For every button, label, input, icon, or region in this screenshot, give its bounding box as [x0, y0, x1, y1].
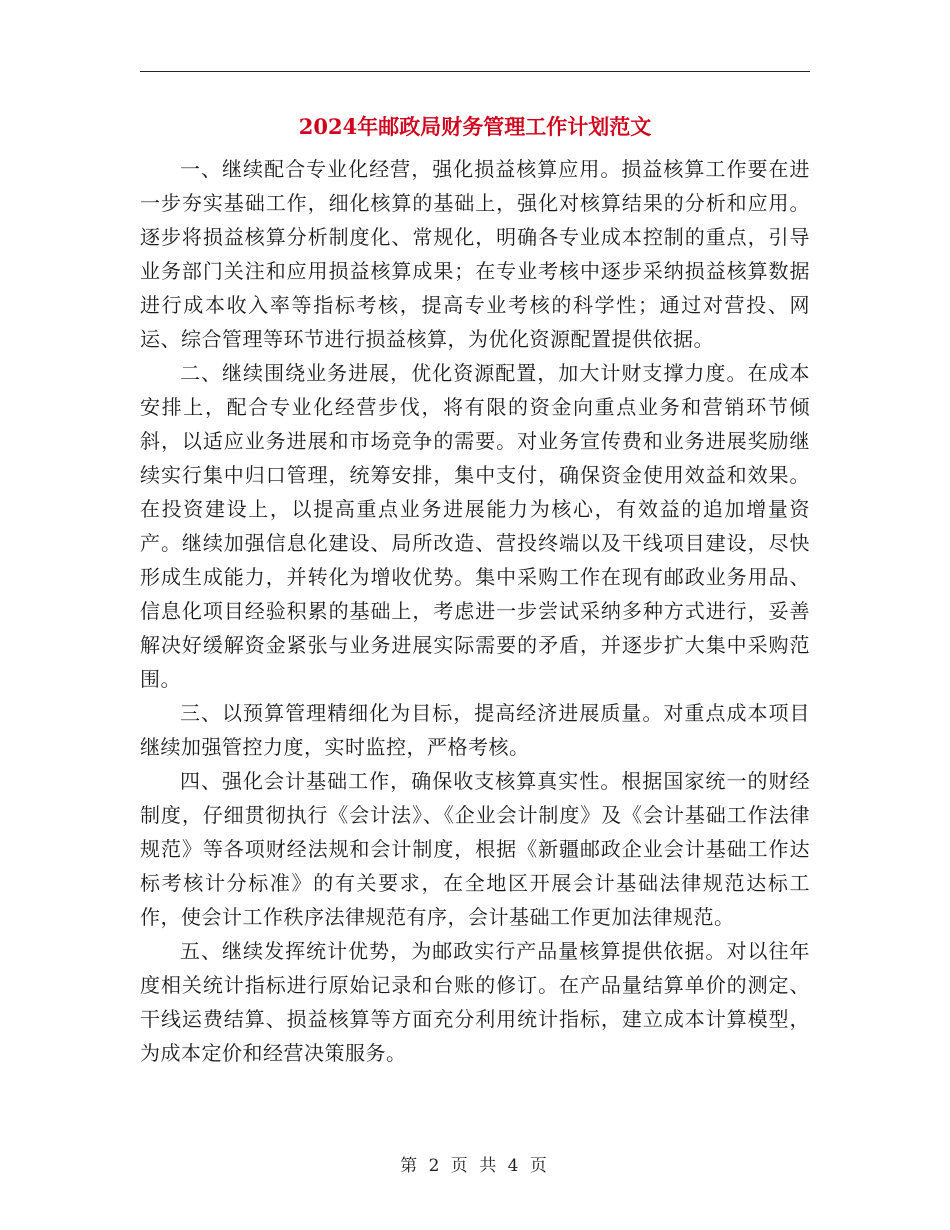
paragraph-4: 四、强化会计基础工作，确保收支核算真实性。根据国家统一的财经制度，仔细贯彻执行《会计法》、《企业会计制度》及《会计基础工作法律规范》等各项财经法规和会计制度，根据《新疆邮政企业会计基础工作达标考核计分标准》的有关要求，在全地区开展会计基础法律规范达标工作，使会计工作秩序法律规范有序，会计基础工作更加法律规范。 [140, 769, 810, 929]
paragraph-1: 一、继续配合专业化经营，强化损益核算应用。损益核算工作要在进一步夯实基础工作，细化核算的基础上，强化对核算结果的分析和应用。逐步将损益核算分析制度化、常规化，明确各专业成本控制的重点，引导业务部门关注和应用损益核算成果；在专业考核中逐步采纳损益核算数据进行成本收入率等指标考核，提高专业考核的科学性；通过对营投、网运、综合管理等环节进行损益核算，为优化资源配置提供依据。 [140, 157, 810, 351]
page-number: 第 2 页 共 4 页 [400, 1156, 550, 1176]
document-title: 2024年邮政局财务管理工作计划范文 [298, 114, 652, 139]
document-body [140, 152, 810, 1070]
paragraph-5: 五、继续发挥统计优势，为邮政实行产品量核算提供依据。对以往年度相关统计指标进行原始记录和台账的修订。在产品量结算单价的测定、干线运费结算、损益核算等方面充分利用统计指标，建立成本计算模型，为成本定价和经营决策服务。 [140, 939, 810, 1065]
paragraph-2: 二、继续围绕业务进展，优化资源配置，加大计财支撑力度。在成本安排上，配合专业化经营步伐，将有限的资金向重点业务和营销环节倾斜，以适应业务进展和市场竞争的需要。对业务宣传费和业务进展奖励继续实行集中归口管理，统筹安排，集中支付，确保资金使用效益和效果。在投资建设上，以提高重点业务进展能力为核心，有效益的追加增量资产。继续加强信息化建设、局所改造、营投终端以及干线项目建设，尽快形成生成能力，并转化为增收优势。集中采购工作在现有邮政业务用品、信息化项目经验积累的基础上，考虑进一步尝试采纳多种方式进行，妥善解决好缓解资金紧张与业务进展实际需要的矛盾，并逐步扩大集中采购范围。 [140, 361, 810, 691]
paragraph-3: 三、以预算管理精细化为目标，提高经济进展质量。对重点成本项目继续加强管控力度，实时监控，严格考核。 [140, 701, 810, 759]
header-rule [140, 71, 810, 72]
